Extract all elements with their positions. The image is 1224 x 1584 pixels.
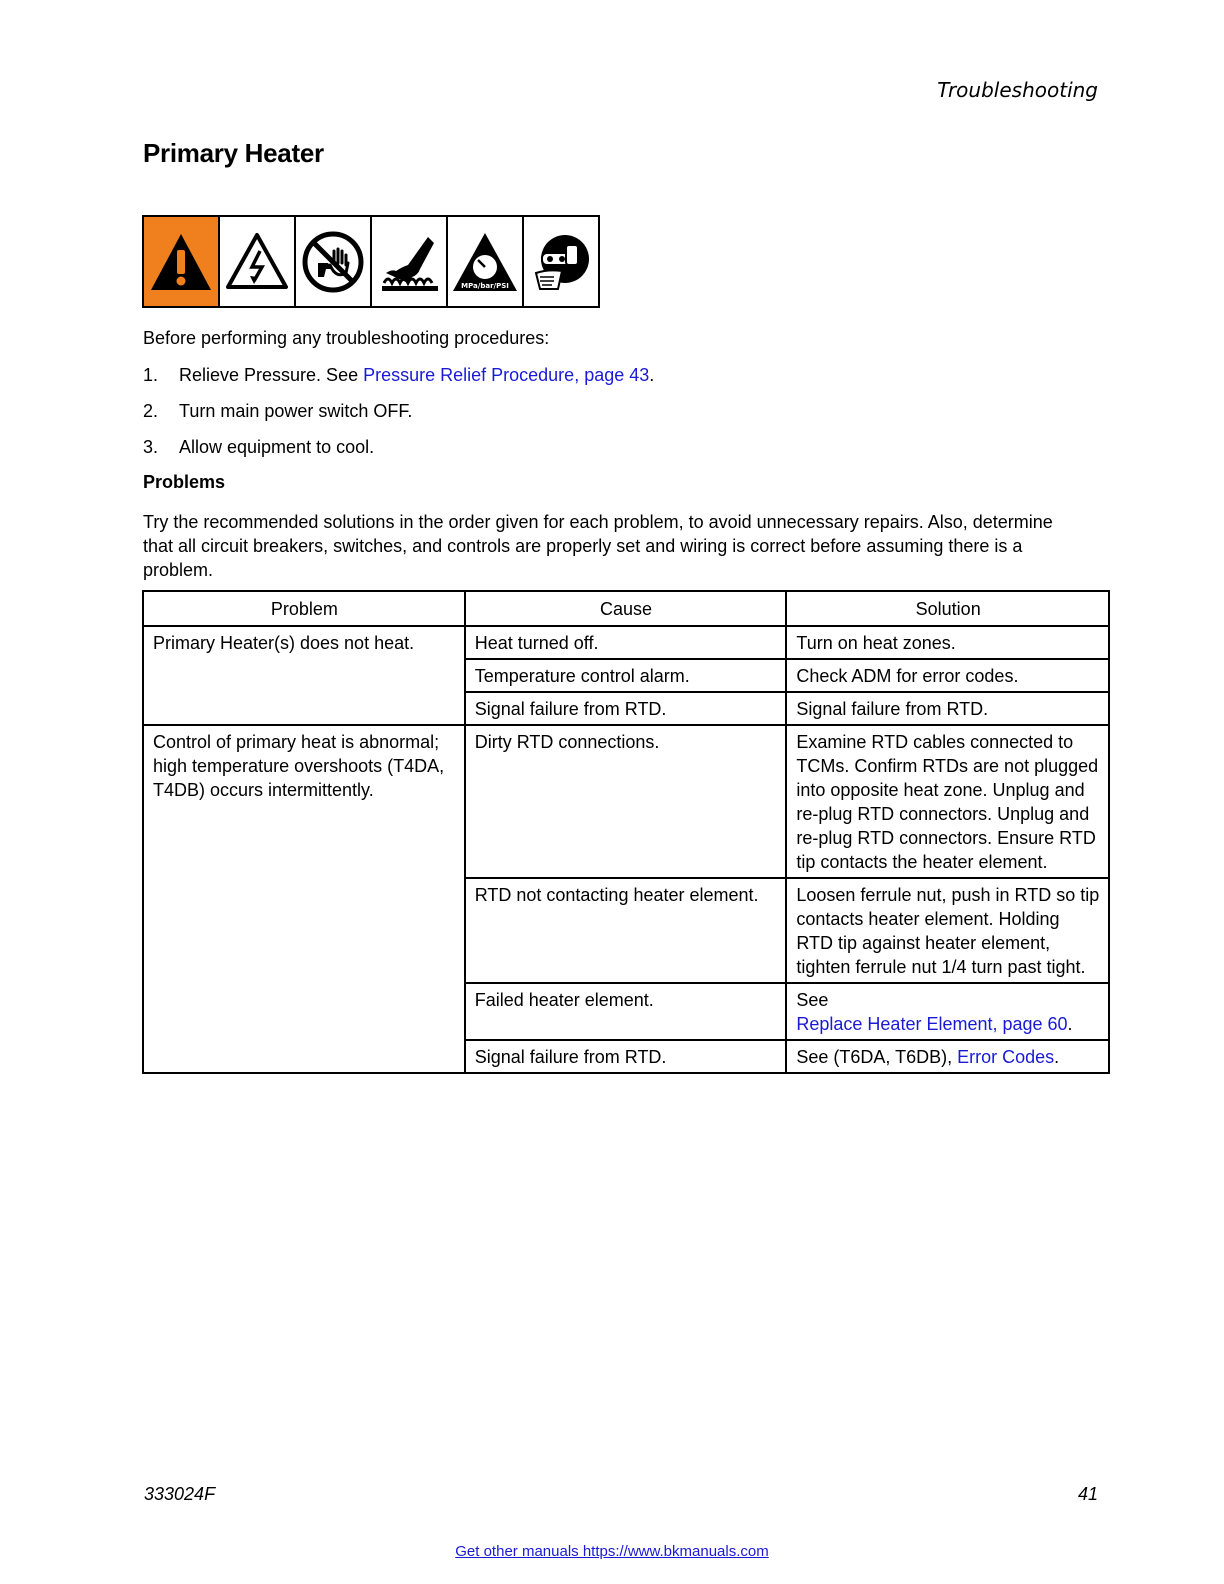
column-header: Solution (786, 591, 1109, 626)
protective-equipment-icon (524, 217, 598, 306)
electric-shock-icon (220, 217, 296, 306)
cause-cell: Failed heater element. (465, 983, 787, 1040)
page-title: Primary Heater (143, 138, 324, 168)
error-codes-link[interactable]: Error Codes (957, 1047, 1055, 1067)
solution-cell: See Replace Heater Element, page 60. (786, 983, 1109, 1040)
cause-cell: Dirty RTD connections. (465, 725, 787, 878)
list-item (143, 435, 654, 471)
table-header-row (143, 591, 1109, 626)
list-item (143, 363, 654, 399)
cause-cell: RTD not contacting heater element. (465, 878, 787, 983)
solution-cell: Turn on heat zones. (786, 626, 1109, 659)
solution-cell: Examine RTD cables connected to TCMs. Confirm RTDs are not plugged into opposite heat zone. Unplug and re-plug RTD connectors. Unplug and re-plug RTD connectors. Ensure RTD tip contacts the heater element. (786, 725, 1109, 878)
step-number: 2. (143, 401, 159, 421)
table-row (143, 725, 1109, 878)
problem-cell: Control of primary heat is abnormal; high temperature overshoots (T4DA, T4DB) occurs intermittently. (143, 725, 465, 1073)
hot-surface-icon (372, 217, 448, 306)
warning-symbols (142, 215, 600, 308)
cause-cell: Temperature control alarm. (465, 659, 787, 692)
step-text: Allow equipment to cool. (179, 437, 375, 457)
section-name: Troubleshooting (937, 78, 1098, 102)
footer-manuals-link[interactable]: Get other manuals https://www.bkmanuals.com (455, 1543, 769, 1560)
document-number: 333024F (144, 1484, 216, 1504)
cause-cell: Signal failure from RTD. (465, 692, 787, 725)
no-hands-icon (296, 217, 372, 306)
replace-heater-element-link[interactable]: Replace Heater Element, page 60 (796, 1014, 1068, 1034)
intro-text: Before performing any troubleshooting procedures: (143, 328, 550, 348)
solution-cell: Signal failure from RTD. (786, 692, 1109, 725)
troubleshooting-table (142, 590, 1110, 1074)
page-number: 41 (1077, 1484, 1098, 1504)
pressurized-equipment-icon (448, 217, 524, 306)
step-number: 3. (143, 437, 159, 457)
step-text: Relieve Pressure. See Pressure Relief Procedure, page 43. (179, 365, 655, 385)
solution-cell: Loosen ferrule nut, push in RTD so tip contacts heater element. Holding RTD tip against heater element, tighten ferrule nut 1/4 turn past tight. (786, 878, 1109, 983)
svg-text:MPa/bar/PSI: MPa/bar/PSI (461, 281, 509, 290)
problems-paragraph: Try the recommended solutions in the order given for each problem, to avoid unnecessary repairs. Also, determine that all circuit breakers, switches, and controls are properly set and wiring is correct before assuming there is a problem. (143, 512, 1053, 580)
step-text: Turn main power switch OFF. (179, 401, 413, 421)
list-item (143, 399, 654, 435)
solution-cell: Check ADM for error codes. (786, 659, 1109, 692)
table-row (143, 626, 1109, 659)
general-warning-icon (144, 217, 220, 306)
solution-cell: See (T6DA, T6DB), Error Codes. (786, 1040, 1109, 1073)
problems-heading: Problems (143, 472, 226, 492)
column-header: Problem (143, 591, 465, 626)
procedure-steps (143, 363, 654, 471)
problem-cell: Primary Heater(s) does not heat. (143, 626, 465, 725)
column-header: Cause (465, 591, 787, 626)
step-number: 1. (143, 365, 159, 385)
cause-cell: Heat turned off. (465, 626, 787, 659)
cause-cell: Signal failure from RTD. (465, 1040, 787, 1073)
pressure-relief-link[interactable]: Pressure Relief Procedure, page 43 (363, 365, 650, 385)
